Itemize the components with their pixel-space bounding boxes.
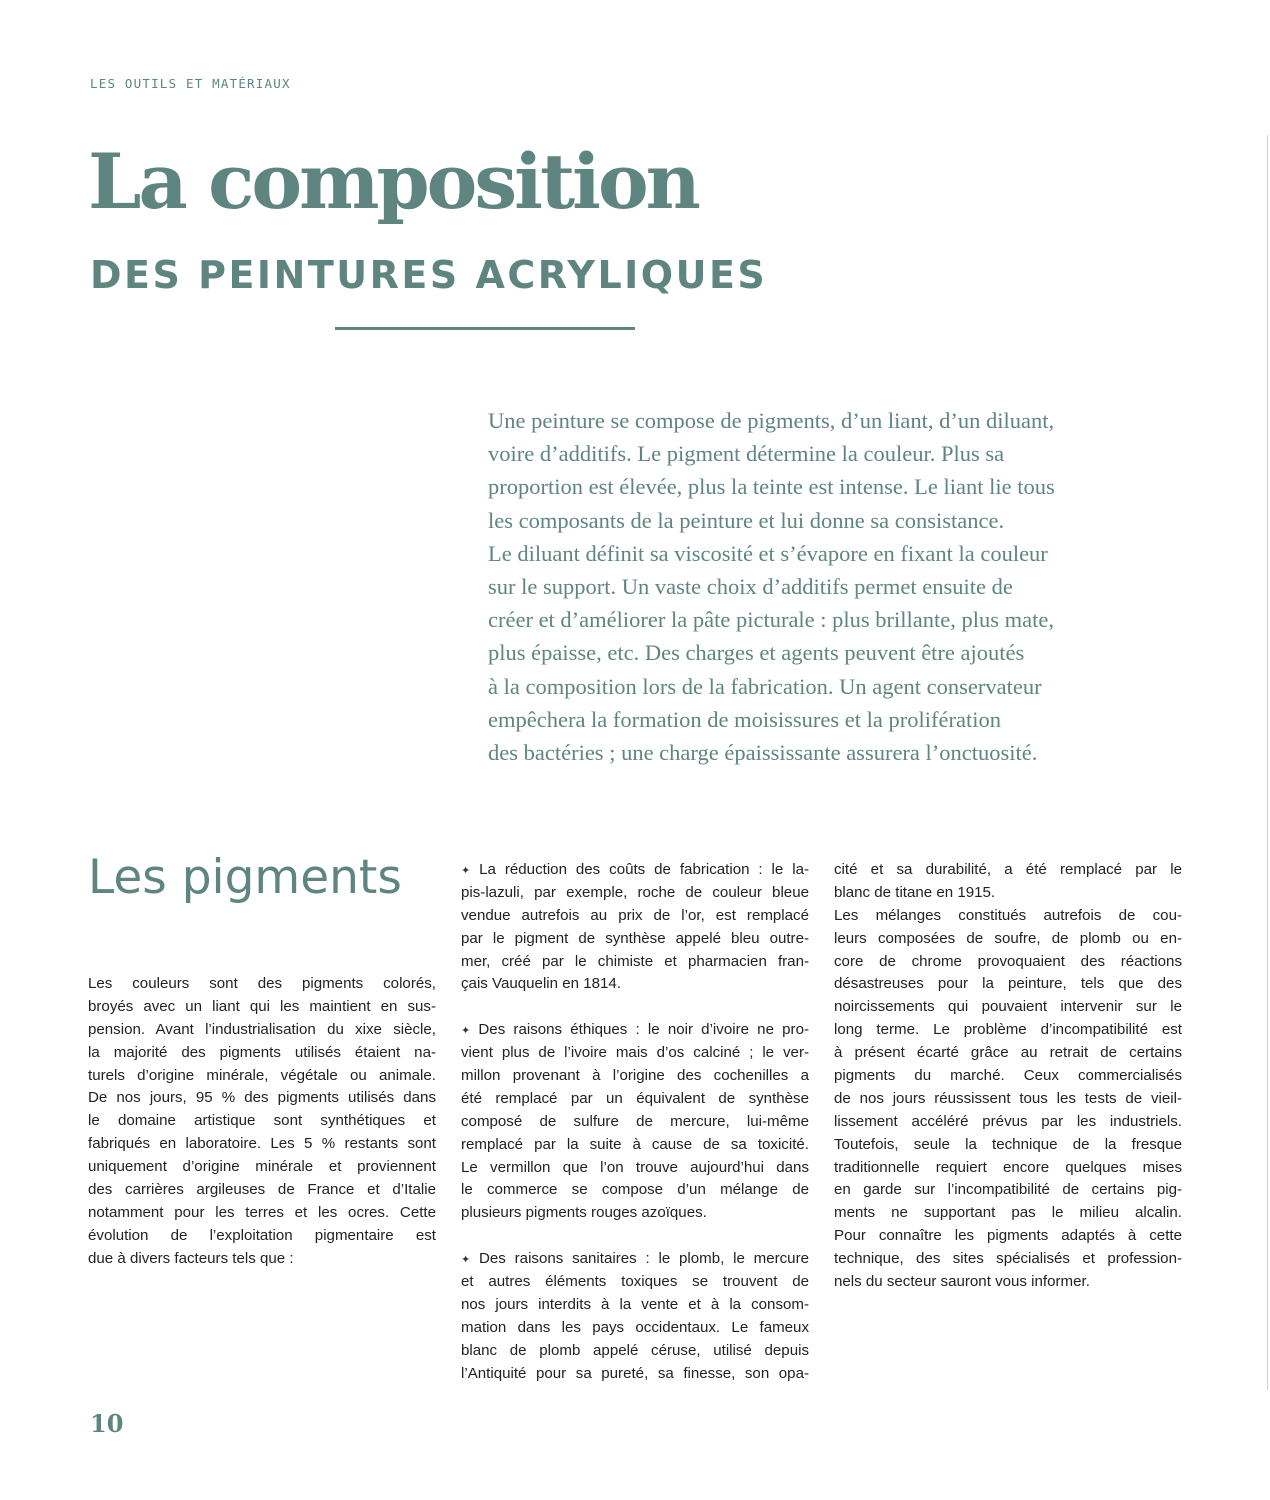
body-column-1 bbox=[88, 973, 436, 1271]
intro-line: Une peinture se compose de pigments, d’un liant, d’un diluant, bbox=[488, 408, 1055, 433]
body-line: fabriqués en laboratoire. Les 5 % restants sont bbox=[88, 1135, 436, 1153]
body-line: mation dans les pays occidentaux. Le fameux bbox=[461, 1318, 809, 1336]
body-line: et autres éléments toxiques se trouvent de bbox=[461, 1273, 809, 1291]
body-line: traditionnelle requiert encore quelques mises bbox=[834, 1158, 1182, 1176]
body-line: Les couleurs sont des pigments colorés, bbox=[88, 975, 436, 992]
body-line: blanc de titane en 1915. bbox=[834, 883, 996, 901]
paragraph-gap bbox=[461, 1225, 809, 1248]
page-title: La composition bbox=[88, 137, 698, 226]
bullet-line bbox=[461, 859, 809, 882]
section-heading: Les pigments bbox=[88, 850, 402, 905]
intro-line: proportion est élevée, plus la teinte est intense. Le liant lie tous bbox=[488, 474, 1055, 500]
body-line: La réduction des coûts de fabrication : le la- bbox=[479, 861, 809, 878]
body-line: turels d’origine minérale, végétale ou animale. bbox=[88, 1066, 436, 1084]
body-line: en garde sur l’incompatibilité de certains pig- bbox=[834, 1181, 1182, 1199]
bullet-star-icon: ✦ bbox=[461, 1025, 471, 1038]
body-line: de nos jours réussissent tous les tests de vieil- bbox=[834, 1089, 1182, 1107]
body-line: pigments du marché. Ceux commercialisés bbox=[834, 1067, 1182, 1085]
body-column-3 bbox=[834, 859, 1182, 1294]
body-line: çais Vauquelin en 1814. bbox=[461, 975, 622, 993]
body-line: Le vermillon que l’on trouve aujourd’hui dans bbox=[461, 1158, 809, 1176]
body-line: pension. Avant l’industrialisation du xixe siècle, bbox=[88, 1020, 436, 1038]
body-line: core de chrome provoquaient des réactions bbox=[834, 952, 1182, 970]
intro-line: sur le support. Un vaste choix d’additifs permet ensuite de bbox=[488, 574, 1013, 600]
body-line: été remplacé par un équivalent de synthèse bbox=[461, 1089, 809, 1107]
title-underline-rule bbox=[335, 327, 635, 330]
body-line: Des raisons sanitaires : le plomb, le mercure bbox=[479, 1250, 809, 1268]
body-line: blanc de plomb appelé céruse, utilisé depuis bbox=[461, 1341, 809, 1359]
page-number: 10 bbox=[90, 1409, 124, 1438]
intro-line: des bactéries ; une charge épaississante assurera l’onctuosité. bbox=[488, 740, 1038, 766]
body-line: uniquement d’origine minérale et proviennent bbox=[88, 1158, 436, 1176]
body-line: mer, créé par le chimiste et pharmacien fran- bbox=[461, 952, 809, 970]
body-line: la majorité des pigments utilisés étaient na- bbox=[88, 1043, 436, 1061]
intro-line: empêchera la formation de moisissures et la prolifération bbox=[488, 706, 1001, 732]
bullet-star-icon: ✦ bbox=[461, 865, 471, 877]
body-line: technique, des sites spécialisés et profession- bbox=[834, 1250, 1182, 1268]
body-line: due à divers facteurs tels que : bbox=[88, 1249, 294, 1267]
bullet-line bbox=[461, 1019, 809, 1042]
body-line: vient plus de l’ivoire mais d’os calciné ; le ver- bbox=[461, 1044, 809, 1062]
bullet-line bbox=[461, 1248, 809, 1271]
body-line: à présent écarté grâce au retrait de certains bbox=[834, 1044, 1182, 1062]
body-line: Des raisons éthiques : le noir d’ivoire ne pro- bbox=[478, 1021, 809, 1039]
intro-line: les composants de la peinture et lui donne sa consistance. bbox=[488, 507, 1005, 533]
body-line: Les mélanges constitués autrefois de cou- bbox=[834, 906, 1182, 924]
intro-line: créer et d’améliorer la pâte picturale : plus brillante, plus mate, bbox=[488, 607, 1055, 633]
body-line: composé de sulfure de mercure, lui-même bbox=[461, 1112, 809, 1130]
body-line: par le pigment de synthèse appelé bleu outre- bbox=[461, 929, 809, 947]
body-line: l’Antiquité pour sa pureté, sa finesse, son opa- bbox=[461, 1364, 809, 1382]
bullet-star-icon: ✦ bbox=[461, 1254, 471, 1267]
intro-line: à la composition lors de la fabrication. Un agent conservateur bbox=[488, 673, 1042, 699]
running-head: LES OUTILS ET MATÉRIAUX bbox=[90, 76, 291, 91]
body-line: noircissements qui pouvaient intervenir sur le bbox=[834, 998, 1182, 1016]
body-column-2 bbox=[461, 859, 809, 1385]
body-line: le commerce se compose d’un mélange de bbox=[461, 1181, 809, 1199]
body-line: remplacé par la suite à cause de sa toxicité. bbox=[461, 1135, 809, 1153]
intro-line: plus épaisse, etc. Des charges et agents peuvent être ajoutés bbox=[488, 640, 1025, 666]
body-line: Pour connaître les pigments adaptés à cette bbox=[834, 1227, 1182, 1245]
paragraph-gap bbox=[461, 996, 809, 1019]
intro-line: Le diluant définit sa viscosité et s’évapore en fixant la couleur bbox=[488, 540, 1048, 566]
body-line: ments ne supportant pas le milieu alcalin. bbox=[834, 1204, 1182, 1222]
body-line: Toutefois, seule la technique de la fresque bbox=[834, 1135, 1182, 1153]
intro-line: voire d’additifs. Le pigment détermine la couleur. Plus sa bbox=[488, 441, 1005, 467]
page-subtitle: DES PEINTURES ACRYLIQUES bbox=[90, 253, 768, 297]
body-line: lissement accéléré prévus par les industriels. bbox=[834, 1112, 1182, 1130]
body-line: nos jours interdits à la vente et à la consom- bbox=[461, 1295, 809, 1313]
body-line: pis-lazuli, par exemple, roche de couleur bleue bbox=[461, 883, 809, 901]
body-line: notamment pour les terres et les ocres. Cette bbox=[88, 1203, 436, 1221]
intro-paragraph bbox=[488, 404, 1188, 769]
body-line: broyés avec un liant qui les maintient en sus- bbox=[88, 997, 436, 1015]
body-line: le domaine artistique sont synthétiques et bbox=[88, 1112, 436, 1130]
body-line: De nos jours, 95 % des pigments utilisés dans bbox=[88, 1089, 436, 1107]
body-line: long terme. Le problème d’incompatibilité est bbox=[834, 1021, 1182, 1039]
page-edge-line bbox=[1267, 135, 1268, 1390]
body-line: cité et sa durabilité, a été remplacé par le bbox=[834, 861, 1182, 878]
body-line: nels du secteur sauront vous informer. bbox=[834, 1273, 1090, 1291]
body-line: plusieurs pigments rouges azoïques. bbox=[461, 1204, 707, 1222]
body-line: leurs composées de soufre, de plomb ou en- bbox=[834, 929, 1182, 947]
body-line: évolution de l’exploitation pigmentaire est bbox=[88, 1226, 436, 1244]
body-line: des carrières argileuses de France et d’Italie bbox=[88, 1181, 436, 1199]
body-line: millon provenant à l’origine des cochenilles a bbox=[461, 1067, 809, 1085]
body-line: désastreuses pour la peinture, tels que des bbox=[834, 975, 1182, 993]
body-line: vendue autrefois au prix de l’or, est remplacé bbox=[461, 906, 809, 924]
